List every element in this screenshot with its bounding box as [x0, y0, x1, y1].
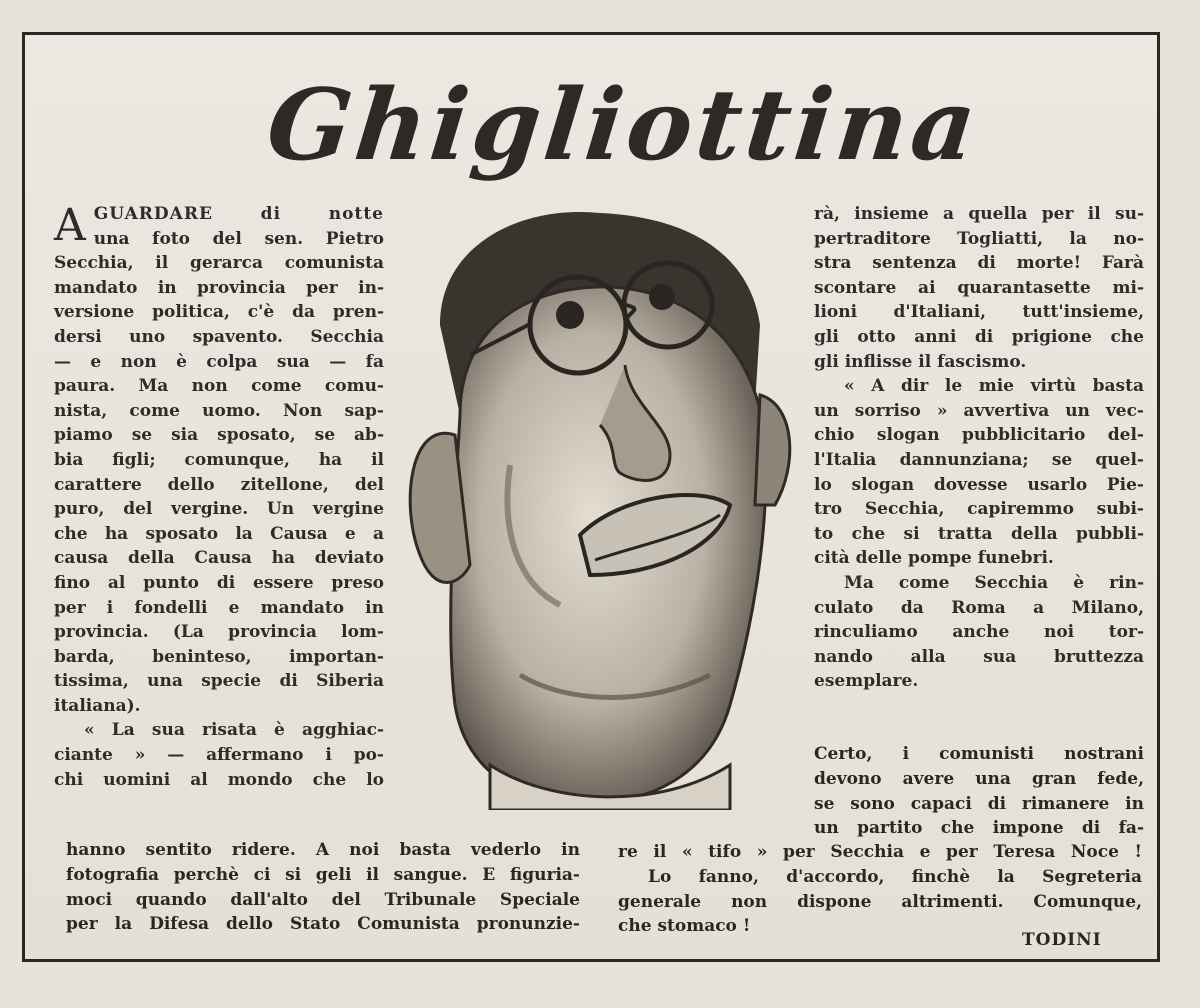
text-line: piamo se sia sposato, se ab- [54, 425, 384, 446]
text-line: Ma come Secchia è rin- [844, 572, 1144, 593]
left-column [54, 202, 384, 792]
text-line: tro Secchia, capiremmo subi- [814, 499, 1144, 520]
text-line: Secchia, il gerarca comunista [54, 253, 384, 274]
text-line: rà, insieme a quella per il su- [814, 204, 1144, 224]
text-line: — e non è colpa sua — fa [54, 351, 384, 372]
article-title: Ghigliottina [262, 68, 986, 183]
text-line: scontare ai quarantasette mi- [814, 277, 1144, 298]
text-line: fino al punto di essere preso [54, 572, 384, 593]
text-line: mandato in provincia per in- [54, 277, 384, 298]
text-line: l'Italia dannunziana; se quel- [814, 449, 1144, 470]
text-line: hanno sentito ridere. A noi basta vederlo in [66, 840, 580, 860]
text-line: bia figli; comunque, ha il [54, 449, 384, 470]
text-line: nista, come uomo. Non sap- [54, 400, 384, 421]
text-line: dersi uno spavento. Secchia [54, 326, 384, 347]
text-line: un sorriso » avvertiva un vec- [814, 400, 1144, 421]
text-line: culato da Roma a Milano, [814, 597, 1144, 618]
text-line: un partito che impone di fa- [814, 818, 1144, 839]
text-line: versione politica, c'è da pren- [54, 302, 384, 323]
text-line: gli inflisse il fascismo. [814, 351, 1027, 372]
right-column [814, 202, 1144, 694]
text-line: « La sua risata è agghiac- [84, 720, 384, 741]
text-line: generale non dispone altrimenti. Comunque, [618, 891, 1142, 912]
text-line: paura. Ma non come comu- [54, 376, 384, 397]
text-line: devono avere una gran fede, [814, 768, 1144, 789]
text-line: cità delle pompe funebri. [814, 548, 1054, 569]
text-line: chio slogan pubblicitario del- [814, 425, 1144, 446]
text-line: moci quando dall'alto del Tribunale Speciale [66, 889, 580, 910]
text-line: provincia. (La provincia lom- [54, 622, 384, 643]
author-signature: TODINI [1022, 930, 1102, 950]
text-line: to che si tratta della pubbli- [814, 523, 1144, 544]
bottom-mid-text [618, 840, 1142, 939]
caricature-illustration [400, 205, 800, 810]
text-line: Certo, i comunisti nostrani [814, 744, 1144, 764]
text-line: chi uomini al mondo che lo [54, 769, 384, 790]
text-line: gli otto anni di prigione che [814, 326, 1144, 347]
text-line: puro, del vergine. Un vergine [54, 499, 384, 520]
text-line: per la Difesa dello Stato Comunista pronunzie- [66, 914, 580, 935]
text-line: lioni d'Italiani, tutt'insieme, [814, 302, 1144, 323]
bottom-left-text [66, 838, 580, 937]
text-line: lo slogan dovesse usarlo Pie- [814, 474, 1144, 495]
text-line: una foto del sen. Pietro [93, 228, 384, 249]
text-line: nando alla sua bruttezza [814, 646, 1144, 667]
text-line: che ha sposato la Causa e a [54, 523, 384, 544]
text-line: causa della Causa ha deviato [54, 548, 384, 569]
text-line: italiana). [54, 695, 141, 716]
text-line: stra sentenza di morte! Farà [814, 253, 1144, 274]
text-line: ciante » — affermano i po- [54, 745, 384, 766]
text-line: se sono capaci di rimanere in [814, 793, 1144, 814]
drop-cap: A [54, 200, 86, 251]
text-line: carattere dello zitellone, del [54, 474, 384, 495]
text-line: esemplare. [814, 671, 919, 692]
text-line: GUARDARE di notte [93, 204, 384, 224]
text-line: per i fondelli e mandato in [54, 597, 384, 618]
text-line: barda, beninteso, importan- [54, 646, 384, 667]
text-line: fotografia perchè ci si geli il sangue. E figuria- [66, 864, 580, 885]
text-line: tissima, una specie di Siberia [54, 671, 384, 692]
text-line: pertraditore Togliatti, la no- [814, 228, 1144, 249]
right-continuation [814, 742, 1144, 841]
text-line: re il « tifo » per Secchia e per Teresa Noce ! [618, 842, 1142, 862]
text-line: Lo fanno, d'accordo, finchè la Segreteria [648, 866, 1142, 887]
text-line: « A dir le mie virtù basta [844, 376, 1144, 397]
text-line: rinculiamo anche noi tor- [814, 622, 1144, 643]
text-line: che stomaco ! [618, 916, 751, 937]
